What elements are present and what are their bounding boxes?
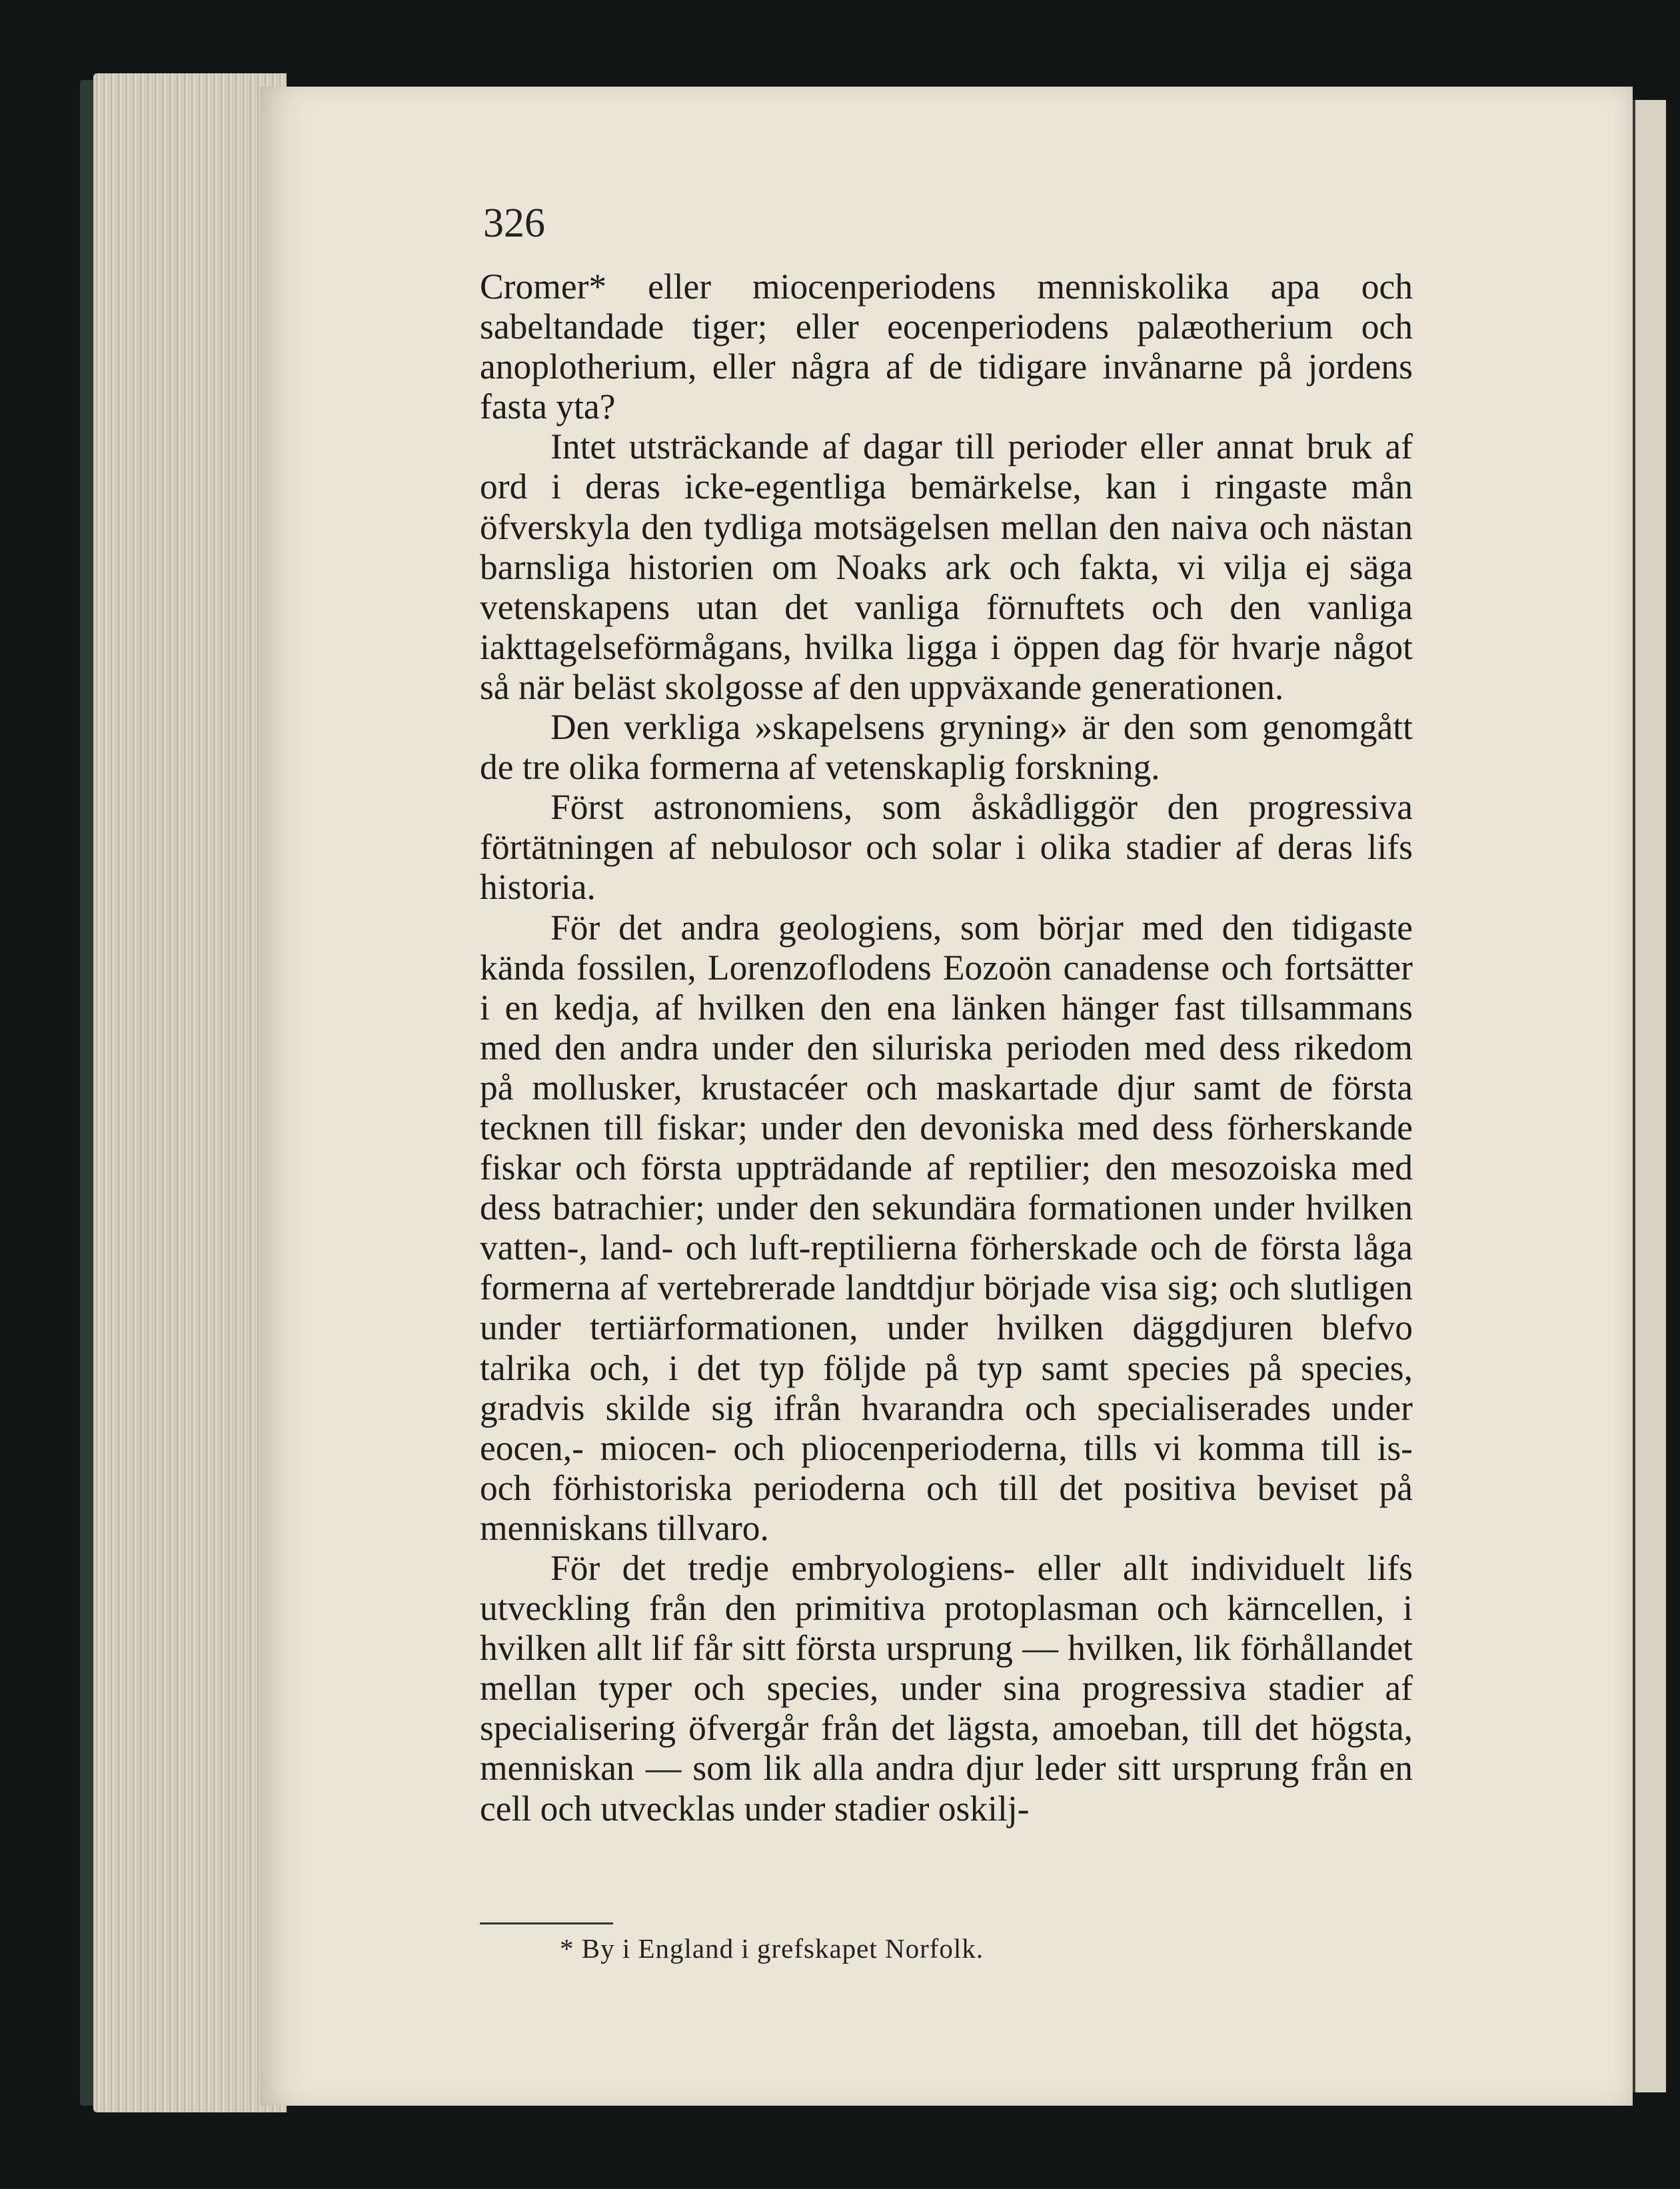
footnote: * By i England i grefskapet Norfolk. — [560, 1933, 984, 1964]
page-number: 326 — [483, 201, 545, 246]
footnote-divider — [480, 1922, 613, 1924]
paragraph: För det tredje embryologiens- eller allt individuelt lifs utveckling från den primitiva protoplasman och kärncellen, i hvilken allt lif får sitt första ursprung — hvilken, lik förhållandet mellan typer och species, under sina progressiva stadier af specialisering öfvergår från det lägsta, amoeban, till det högsta, menniskan — som lik alla andra djur leder sitt ursprung från en cell och utvecklas under stadier oskilj- — [480, 1548, 1413, 1828]
paragraph: Intet utsträckande af dagar till perioder eller annat bruk af ord i deras icke-egentliga bemärkelse, kan i ringaste mån öfverskyla den tydliga motsägelsen mellan den naiva och nästan barnsliga historien om Noaks ark och fakta, vi vilja ej säga vetenskapens utan det vanliga förnuftets och den vanliga iakttagelseförmågans, hvilka ligga i öppen dag för hvarje något så när beläst skolgosse af den uppväxande generationen. — [480, 426, 1413, 707]
page-edges — [93, 73, 287, 2112]
paragraph: Den verkliga »skapelsens gryning» är den som genomgått de tre olika formerna af vetenskaplig forskning. — [480, 707, 1413, 788]
paragraph: För det andra geologiens, som börjar med den tidigaste kända fossilen, Lorenzoflodens Eozoön canadense och fortsätter i en kedja, af hvilken den ena länken hänger fast tillsammans med den andra under den siluriska perioden med dess rikedom på mollusker, krustacéer och maskartade djur samt de första tecknen till fiskar; under den devoniska med dess förherskande fiskar och första uppträdande af reptilier; den mesozoiska med dess batrachier; under den sekundära formationen under hvilken vatten-, land- och luft-reptilierna förherskade och de första låga formerna af vertebrerade landtdjur började visa sig; och slutligen under tertiärformationen, under hvilken däggdjuren blefvo talrika och, i det typ följde på typ samt species på species, gradvis skilde sig ifrån hvarandra och specialiserades under eocen,- miocen- och pliocenperioderna, tills vi komma till is- och förhistoriska perioderna och till det positiva beviset på menniskans tillvaro. — [480, 907, 1413, 1548]
book-page — [260, 87, 1633, 2106]
body-text — [480, 267, 1413, 1828]
paragraph: Cromer* eller miocenperiodens menniskolika apa och sabeltandade tiger; eller eocenperiodens palæotherium och anoplotherium, eller några af de tidigare invånarne på jordens fasta yta? — [480, 267, 1413, 427]
paragraph: Först astronomiens, som åskådliggör den progressiva förtätningen af nebulosor och solar i olika stadier af deras lifs historia. — [480, 787, 1413, 908]
